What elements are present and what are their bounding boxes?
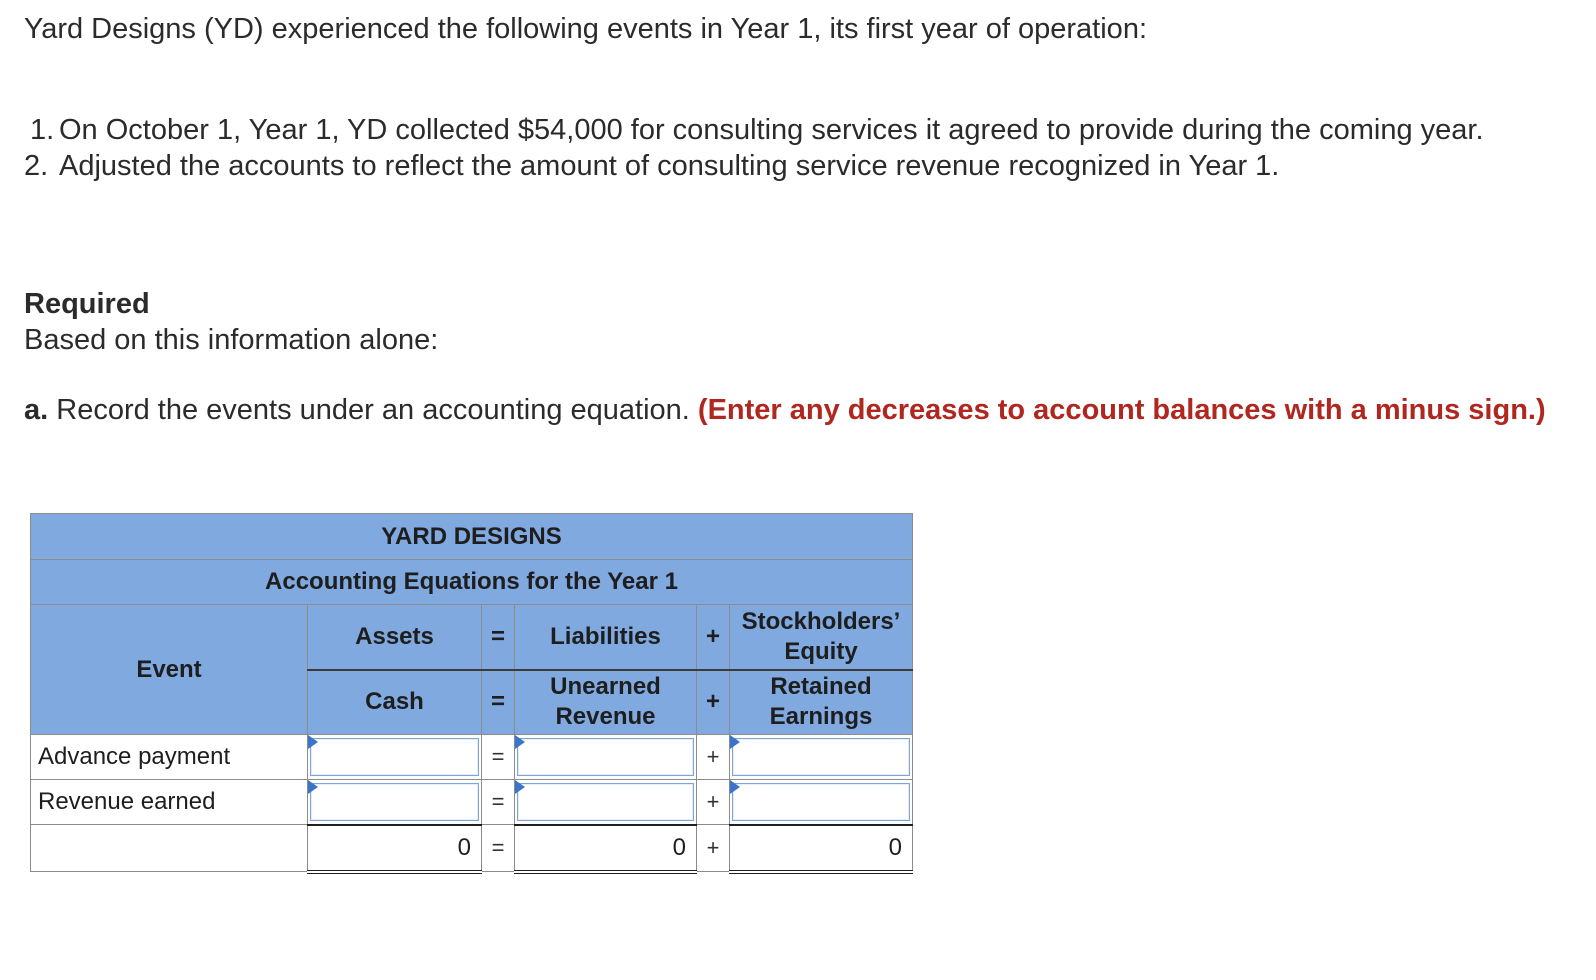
equals-sign: =: [482, 670, 515, 735]
plus-sign: +: [697, 605, 730, 670]
cash-cell: [308, 735, 482, 780]
input-wrapper: [730, 780, 912, 824]
company-name: YARD DESIGNS: [31, 514, 913, 560]
plus-sign: +: [697, 735, 730, 780]
dropdown-marker-icon: [515, 780, 525, 794]
table-row: [31, 735, 913, 780]
unearned-cell: [515, 735, 697, 780]
required-heading: Required: [24, 288, 150, 320]
question-instruction: (Enter any decreases to account balances with a minus sign.): [697, 394, 1546, 426]
totals-row: [31, 825, 913, 872]
dropdown-marker-icon: [308, 735, 318, 749]
assets-header: Assets: [308, 605, 482, 670]
dropdown-marker-icon: [308, 780, 318, 794]
event-text: Adjusted the accounts to reflect the amount of consulting service revenue recognized in Year 1.: [59, 150, 1280, 182]
list-item: [24, 112, 1554, 148]
list-number: 1.: [30, 114, 55, 146]
question-letter: a.: [24, 394, 49, 426]
intro-text: Yard Designs (YD) experienced the following events in Year 1, its first year of operation:: [24, 13, 1147, 45]
events-list: [24, 112, 1554, 184]
required-subtitle: Based on this information alone:: [24, 324, 439, 356]
table-title: Accounting Equations for the Year 1: [31, 560, 913, 605]
retained-input-revenue-earned[interactable]: [732, 783, 910, 821]
equals-sign: =: [482, 825, 515, 872]
equals-sign: =: [482, 605, 515, 670]
dropdown-marker-icon: [730, 780, 740, 794]
retained-cell: [730, 735, 913, 780]
event-text: On October 1, Year 1, YD collected $54,000 for consulting services it agreed to provide during the coming year.: [59, 114, 1484, 146]
event-header: Event: [31, 605, 308, 735]
equity-header: Stockholders’ Equity: [730, 605, 913, 670]
equals-sign: =: [482, 735, 515, 780]
total-retained-earnings: 0: [730, 825, 913, 872]
totals-label: [31, 825, 308, 872]
list-item: [24, 148, 1554, 184]
question-text: Record the events under an accounting equation.: [48, 394, 698, 426]
question-a: [24, 392, 1554, 428]
list-number: 2.: [24, 150, 49, 182]
accounting-equation-table: [30, 513, 913, 874]
plus-sign: +: [697, 780, 730, 825]
cash-input-revenue-earned[interactable]: [310, 783, 479, 821]
cash-cell: [308, 780, 482, 825]
input-wrapper: [308, 735, 481, 779]
cash-header: Cash: [308, 670, 482, 735]
cash-input-advance-payment[interactable]: [310, 738, 479, 776]
input-wrapper: [730, 735, 912, 779]
table-row: [31, 780, 913, 825]
input-wrapper: [515, 780, 696, 824]
unearned-cell: [515, 780, 697, 825]
row-label-advance-payment: Advance payment: [31, 735, 308, 780]
retained-cell: [730, 780, 913, 825]
dropdown-marker-icon: [730, 735, 740, 749]
input-wrapper: [515, 735, 696, 779]
retained-input-advance-payment[interactable]: [732, 738, 910, 776]
unearned-input-revenue-earned[interactable]: [517, 783, 694, 821]
row-label-revenue-earned: Revenue earned: [31, 780, 308, 825]
total-cash: 0: [308, 825, 482, 872]
dropdown-marker-icon: [515, 735, 525, 749]
liabilities-header: Liabilities: [515, 605, 697, 670]
plus-sign: +: [697, 825, 730, 872]
plus-sign: +: [697, 670, 730, 735]
total-unearned-revenue: 0: [515, 825, 697, 872]
equals-sign: =: [482, 780, 515, 825]
unearned-input-advance-payment[interactable]: [517, 738, 694, 776]
retained-earnings-header: Retained Earnings: [730, 670, 913, 735]
unearned-revenue-header: Unearned Revenue: [515, 670, 697, 735]
input-wrapper: [308, 780, 481, 824]
